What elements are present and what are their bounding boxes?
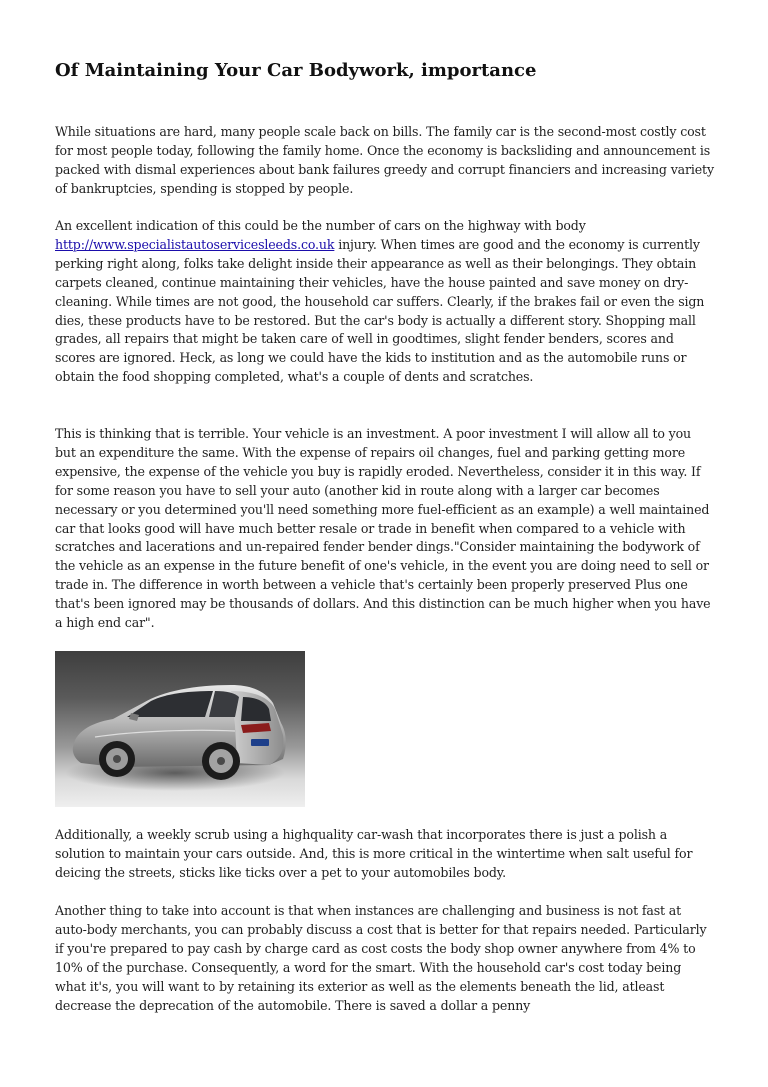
specialist-auto-services-link[interactable]: http://www.specialistautoservicesleeds.co.uk bbox=[55, 236, 335, 252]
paragraph-2-text-end: injury. When times are good and the economy is currently perking right along, folks take delight inside their appearance as well as their belongings. They obtain carpets cleaned, continue maintaining their vehicles, have the house painted and save money on dry-cleaning. While times are not good, the household car suffers. Clearly, if the brakes fail or even the sign dies, these products have to be restored. But the car's body is actually a different story. Shopping mall grades, all repairs that might be taken care of well in goodtimes, slight fender benders, scores and scores are ignored. Heck, as long we could have the kids to institution and as the automobile runs or obtain the food shopping completed, what's a couple of dents and scratches. bbox=[55, 236, 705, 385]
page-title: Of Maintaining Your Car Bodywork, importance bbox=[55, 60, 537, 81]
car-photo-icon bbox=[55, 651, 305, 807]
paragraph-2-text-start: An excellent indication of this could be the number of cars on the highway with body bbox=[55, 218, 586, 233]
paragraph-5: Another thing to take into account is that when instances are challenging and business is not fast at auto-body merchants, you can probably discuss a cost that is better for that repairs needed. Particularly if you're prepared to pay cash by charge card as cost costs the body shop owner anywhere from 4% to 10% of the purchase. Consequently, a word for the smart. With the household car's cost today being what it's, you will want to by retaining its exterior as well as the elements beneath the lid, atleast decrease the deprecation of the automobile. There is saved a dollar a penny bbox=[55, 903, 707, 1013]
paragraph-3: This is thinking that is terrible. Your vehicle is an investment. A poor investment I will allow all to you but an expenditure the same. With the expense of repairs oil changes, fuel and parking getting more expensive, the expense of the vehicle you buy is rapidly eroded. Nevertheless, consider it in this way. If for some reason you have to sell your auto (another kid in route along with a larger car becomes necessary or you determined you'll need something more fuel-efficient as an example) a well maintained car that looks good will have much better resale or trade in benefit when compared to a vehicle with scratches and lacerations and un-repaired fender bender dings."Consider maintaining the bodywork of the vehicle as an expense in the future benefit of one's vehicle, in the event you are doing need to sell or trade in. The difference in worth between a vehicle that's certainly been properly preserved Plus one that's been ignored may be thousands of dollars. And this distinction can be much higher when you have a high end car". bbox=[55, 426, 711, 631]
car-photo bbox=[55, 651, 305, 807]
paragraph-4: Additionally, a weekly scrub using a highquality car-wash that incorporates there is just a polish a solution to maintain your cars outside. And, this is more critical in the wintertime when salt useful for deicing the streets, sticks like ticks over a pet to your automobiles body. bbox=[55, 827, 693, 880]
paragraph-1: While situations are hard, many people scale back on bills. The family car is the second-most costly cost for most people today, following the family home. Once the economy is backsliding and announcement is packed with dismal experiences about bank failures greedy and corrupt financiers and increasing variety of bankruptcies, spending is stopped by people. bbox=[55, 124, 714, 196]
paragraph-2 bbox=[55, 217, 715, 387]
